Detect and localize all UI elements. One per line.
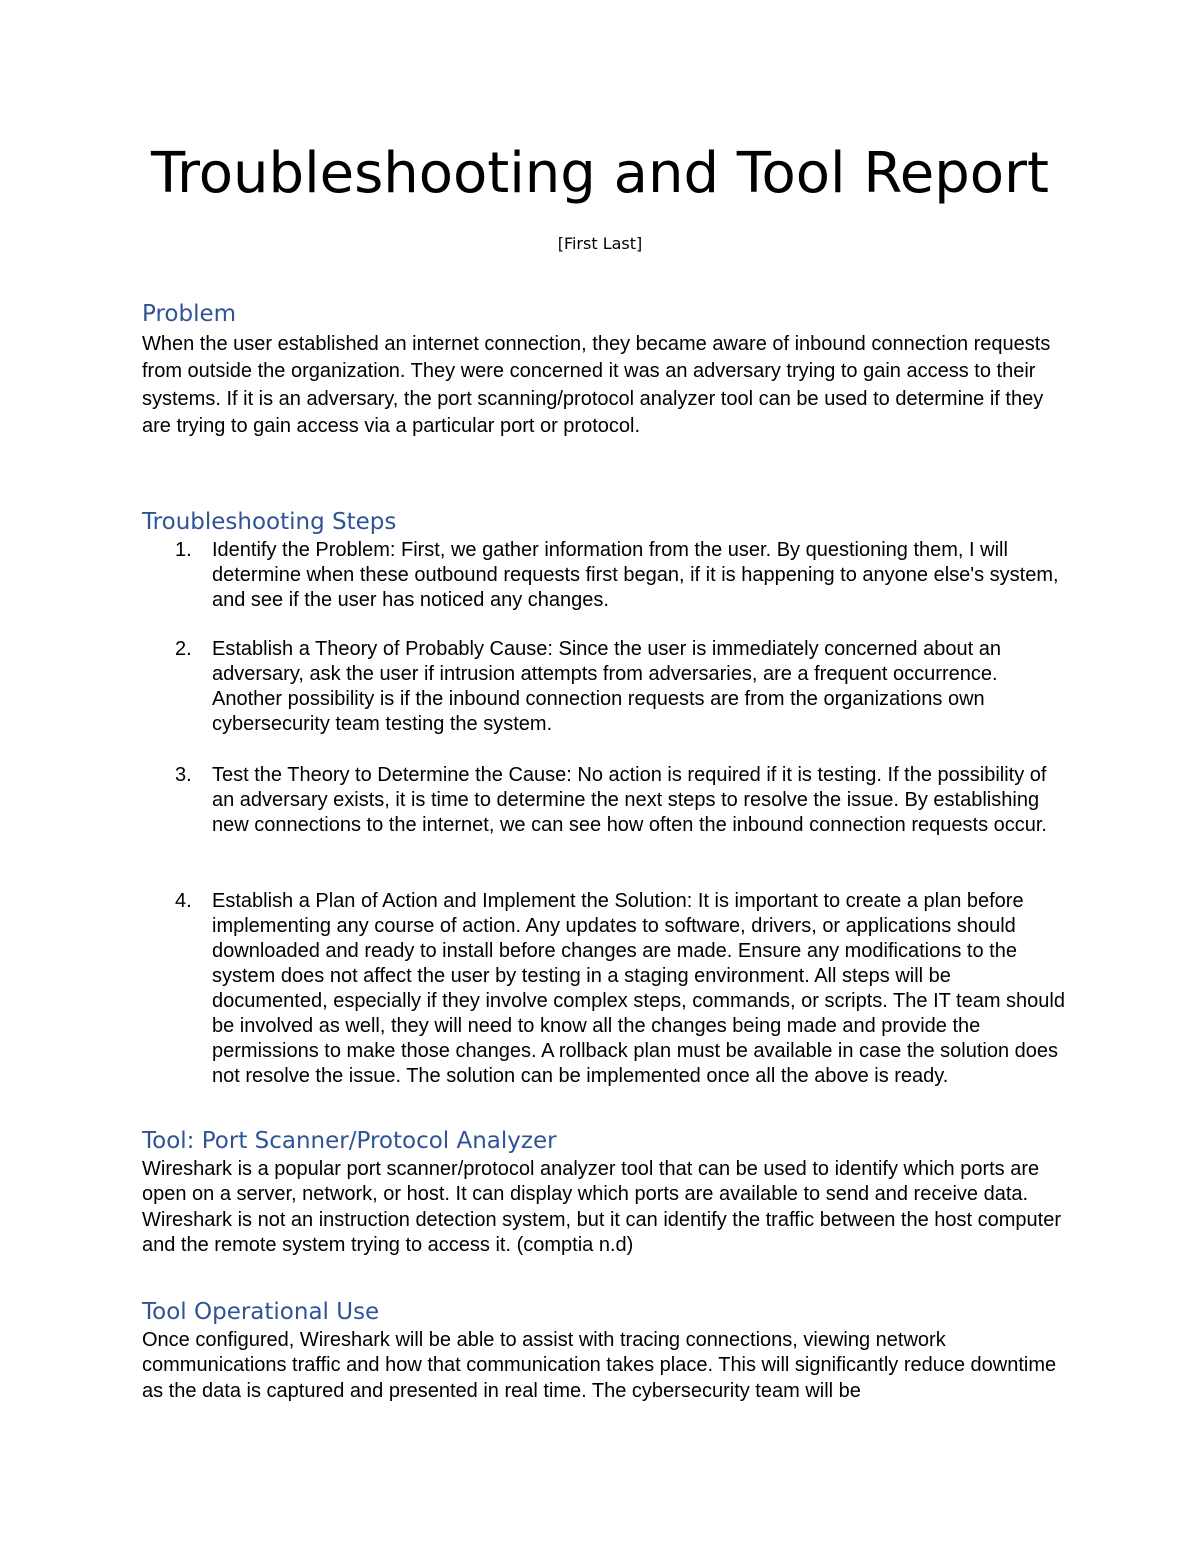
- list-text: Establish a Plan of Action and Implement the Solution: It is important to create a plan before implementing any course of action. Any updates to software, drivers, or applications should downloaded and ready to install before changes are made. Ensure any modifications to the system does not affect the user by testing in a staging environment. All steps will be documented, especially if they involve complex steps, commands, or scripts. The IT team should be involved as well, they will need to know all the changes being made and provide the permissions to make those changes. A rollback plan must be available in case the solution does not resolve the issue. The solution can be implemented once all the above is ready.: [212, 890, 1065, 1087]
- list-text: Test the Theory to Determine the Cause: No action is required if it is testing. If the possibility of an adversary exists, it is time to determine the next steps to resolve the issue. By establishing new connections to the internet, we can see how often the inbound connection requests occur.: [212, 764, 1047, 836]
- problem-heading: Problem: [142, 301, 237, 327]
- operational-text: Once configured, Wireshark will be able to assist with tracing connections, viewing network communications traffic and how that communication takes place. This will significantly reduce downtime as the data is captured and presented in real time. The cybersecurity team will be: [142, 1329, 1057, 1402]
- list-number: 4.: [175, 890, 192, 912]
- list-number: 2.: [175, 638, 192, 660]
- list-number: 1.: [175, 539, 192, 561]
- tool-heading: Tool: Port Scanner/Protocol Analyzer: [142, 1128, 557, 1154]
- list-number: 3.: [175, 764, 192, 786]
- document-title: Troubleshooting and Tool Report: [151, 141, 1049, 206]
- operational-heading: Tool Operational Use: [142, 1299, 380, 1325]
- tool-text: Wireshark is a popular port scanner/protocol analyzer tool that can be used to identify which ports are open on a server, network, or host. It can display which ports are available to send and receive data. Wireshark is not an instruction detection system, but it can identify the traffic between the host computer and the remote system trying to access it. (comptia n.d): [142, 1158, 1061, 1256]
- author-name: [First Last]: [557, 234, 643, 253]
- list-text: Establish a Theory of Probably Cause: Since the user is immediately concerned about an adversary, ask the user if intrusion attempts from adversaries, are a frequent occurrence. Another possibility is if the inbound connection requests are from the organizations own cybersecurity team testing the system.: [212, 638, 1001, 735]
- list-text: Identify the Problem: First, we gather information from the user. By questioning them, I will determine when these outbound requests first began, if it is happening to anyone else's system, and see if the user has noticed any changes.: [212, 539, 1059, 611]
- steps-heading: Troubleshooting Steps: [142, 509, 397, 535]
- problem-text: When the user established an internet connection, they became aware of inbound connection requests from outside the organization. They were concerned it was an adversary trying to gain access to their systems. If it is an adversary, the port scanning/protocol analyzer tool can be used to determine if they are trying to gain access via a particular port or protocol.: [142, 333, 1051, 437]
